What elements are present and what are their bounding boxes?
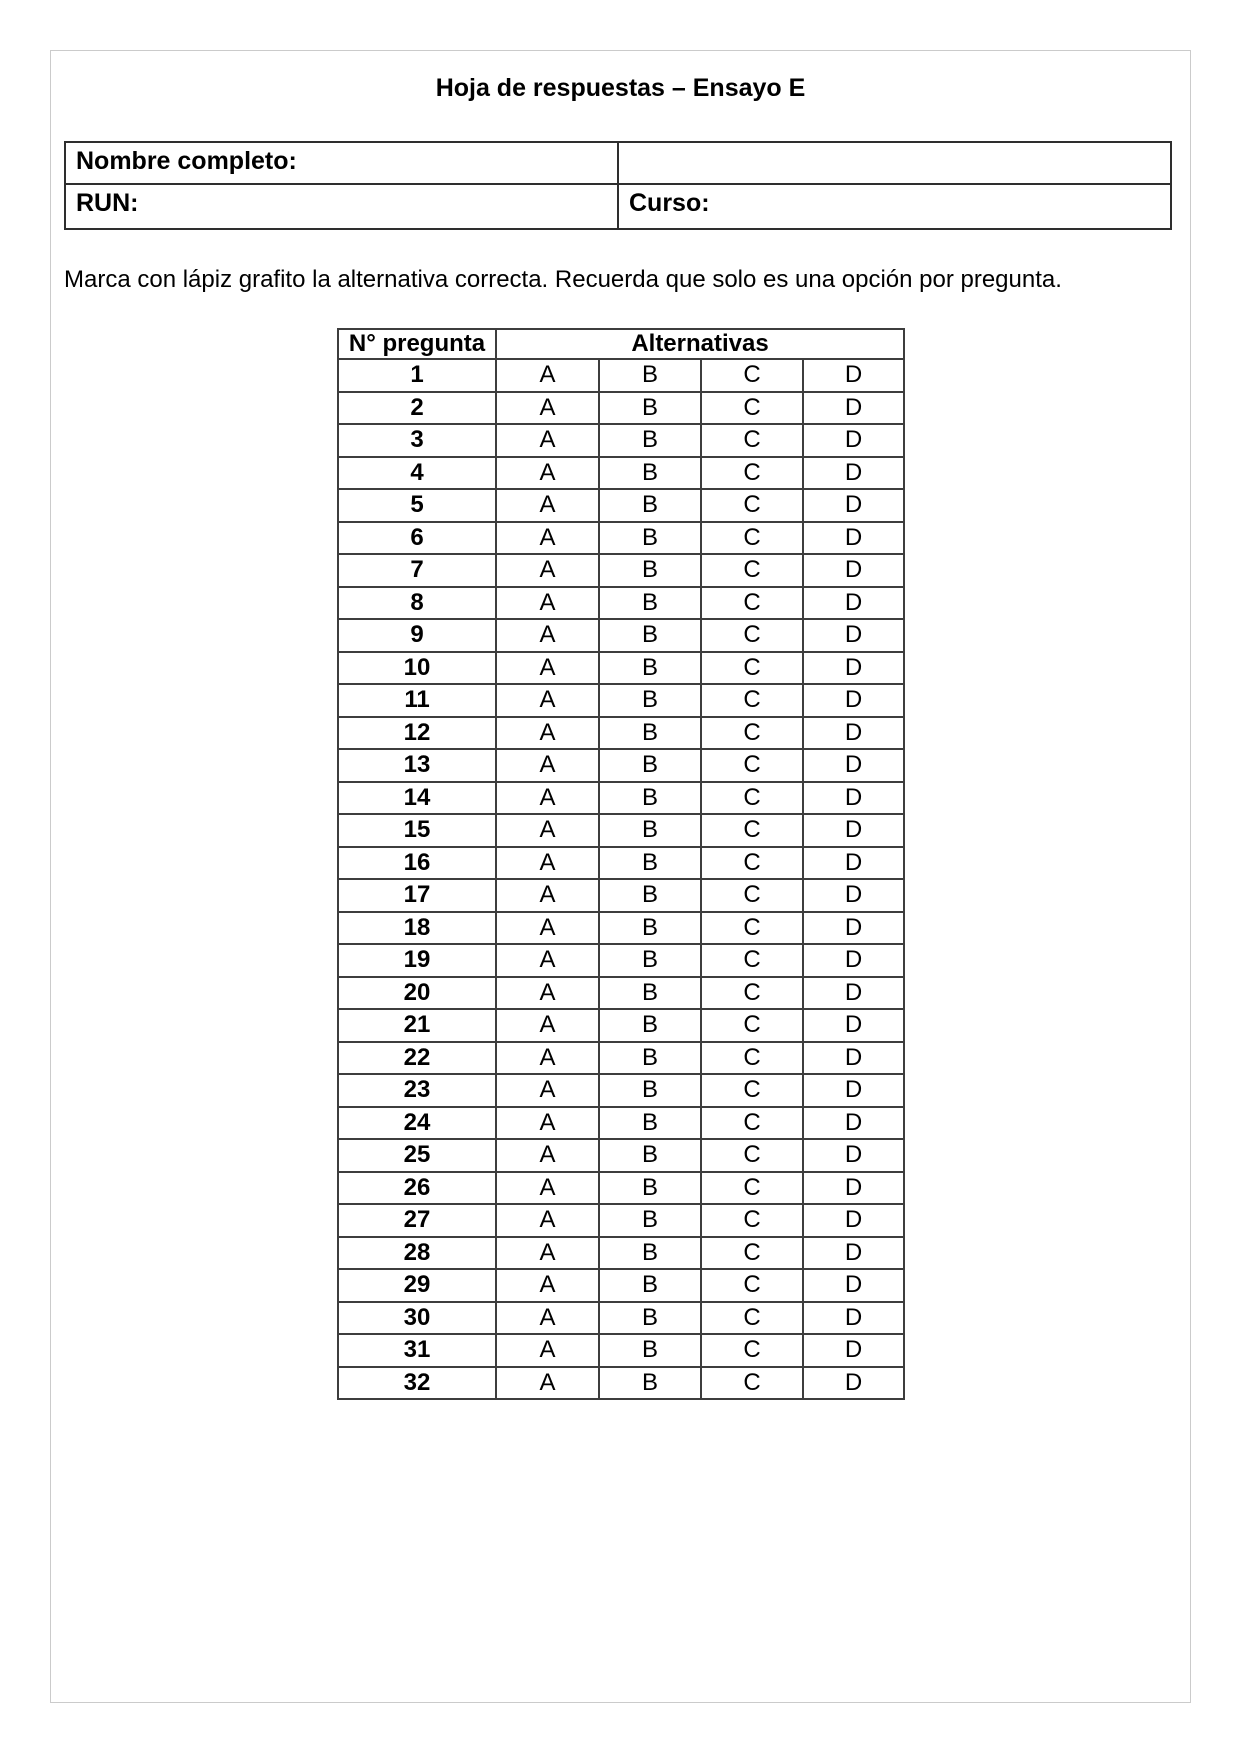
answer-row — [338, 814, 904, 847]
option-cell-a[interactable]: A — [496, 1074, 599, 1107]
option-cell-b[interactable]: B — [599, 1302, 701, 1335]
question-number-cell: 3 — [338, 424, 496, 457]
answer-row — [338, 652, 904, 685]
option-cell-a[interactable]: A — [496, 1009, 599, 1042]
option-cell-c[interactable]: C — [701, 424, 803, 457]
question-number-cell: 24 — [338, 1107, 496, 1140]
option-cell-b[interactable]: B — [599, 1107, 701, 1140]
question-number-cell: 25 — [338, 1139, 496, 1172]
option-cell-a[interactable]: A — [496, 977, 599, 1010]
option-cell-b[interactable]: B — [599, 1269, 701, 1302]
question-number-cell: 18 — [338, 912, 496, 945]
answer-row — [338, 1009, 904, 1042]
option-cell-a[interactable]: A — [496, 1334, 599, 1367]
option-cell-a[interactable]: A — [496, 392, 599, 425]
option-cell-d[interactable]: D — [803, 814, 904, 847]
option-cell-b[interactable]: B — [599, 717, 701, 750]
question-number-cell: 4 — [338, 457, 496, 490]
option-cell-b[interactable]: B — [599, 684, 701, 717]
option-cell-c[interactable]: C — [701, 847, 803, 880]
answer-row — [338, 912, 904, 945]
option-cell-a[interactable]: A — [496, 684, 599, 717]
question-number-cell: 17 — [338, 879, 496, 912]
option-cell-b[interactable]: B — [599, 587, 701, 620]
option-cell-d[interactable]: D — [803, 1074, 904, 1107]
option-cell-c[interactable]: C — [701, 684, 803, 717]
option-cell-b[interactable]: B — [599, 912, 701, 945]
answer-row — [338, 1204, 904, 1237]
option-cell-b[interactable]: B — [599, 782, 701, 815]
option-cell-d[interactable]: D — [803, 1009, 904, 1042]
option-cell-c[interactable]: C — [701, 652, 803, 685]
answer-row — [338, 1367, 904, 1400]
student-info-table — [64, 141, 1172, 230]
option-cell-b[interactable]: B — [599, 1237, 701, 1270]
option-cell-b[interactable]: B — [599, 977, 701, 1010]
alternatives-header: Alternativas — [496, 329, 904, 359]
option-cell-a[interactable]: A — [496, 424, 599, 457]
option-cell-d[interactable]: D — [803, 944, 904, 977]
answer-row — [338, 619, 904, 652]
answer-row — [338, 522, 904, 555]
answer-row — [338, 977, 904, 1010]
question-column-header: N° pregunta — [338, 329, 496, 359]
option-cell-d[interactable]: D — [803, 912, 904, 945]
option-cell-c[interactable]: C — [701, 782, 803, 815]
option-cell-a[interactable]: A — [496, 912, 599, 945]
question-number-cell: 30 — [338, 1302, 496, 1335]
option-cell-a[interactable]: A — [496, 522, 599, 555]
option-cell-d[interactable]: D — [803, 1172, 904, 1205]
question-number-cell: 1 — [338, 359, 496, 392]
run-cell[interactable] — [65, 184, 618, 229]
question-number-cell: 15 — [338, 814, 496, 847]
question-number-cell: 5 — [338, 489, 496, 522]
option-cell-c[interactable]: C — [701, 1269, 803, 1302]
option-cell-d[interactable]: D — [803, 652, 904, 685]
option-cell-d[interactable]: D — [803, 554, 904, 587]
option-cell-c[interactable]: C — [701, 587, 803, 620]
option-cell-d[interactable]: D — [803, 619, 904, 652]
run-label: RUN: — [76, 189, 139, 217]
question-number-cell: 10 — [338, 652, 496, 685]
answer-row — [338, 1237, 904, 1270]
option-cell-a[interactable]: A — [496, 587, 599, 620]
answer-row — [338, 424, 904, 457]
question-number-cell: 32 — [338, 1367, 496, 1400]
info-row-name — [65, 142, 1171, 184]
question-number-cell: 23 — [338, 1074, 496, 1107]
answer-row — [338, 457, 904, 490]
option-cell-b[interactable]: B — [599, 424, 701, 457]
curso-label: Curso: — [629, 189, 710, 217]
option-cell-c[interactable]: C — [701, 619, 803, 652]
option-cell-a[interactable]: A — [496, 1172, 599, 1205]
option-cell-c[interactable]: C — [701, 1334, 803, 1367]
option-cell-d[interactable]: D — [803, 749, 904, 782]
option-cell-c[interactable]: C — [701, 554, 803, 587]
option-cell-a[interactable]: A — [496, 1107, 599, 1140]
answer-row — [338, 1302, 904, 1335]
option-cell-d[interactable]: D — [803, 717, 904, 750]
option-cell-b[interactable]: B — [599, 522, 701, 555]
option-cell-d[interactable]: D — [803, 1042, 904, 1075]
question-number-cell: 29 — [338, 1269, 496, 1302]
option-cell-a[interactable]: A — [496, 489, 599, 522]
answer-row — [338, 782, 904, 815]
question-number-cell: 20 — [338, 977, 496, 1010]
option-cell-a[interactable]: A — [496, 782, 599, 815]
option-cell-c[interactable]: C — [701, 1172, 803, 1205]
name-label: Nombre completo: — [76, 147, 297, 175]
option-cell-a[interactable]: A — [496, 619, 599, 652]
option-cell-b[interactable]: B — [599, 879, 701, 912]
option-cell-a[interactable]: A — [496, 359, 599, 392]
answer-row — [338, 1074, 904, 1107]
option-cell-c[interactable]: C — [701, 1107, 803, 1140]
option-cell-c[interactable]: C — [701, 457, 803, 490]
option-cell-a[interactable]: A — [496, 944, 599, 977]
question-number-cell: 7 — [338, 554, 496, 587]
option-cell-d[interactable]: D — [803, 522, 904, 555]
answer-row — [338, 749, 904, 782]
option-cell-c[interactable]: C — [701, 814, 803, 847]
instruction-text: Marca con lápiz grafito la alternativa correcta. Recuerda que solo es una opción por pregunta. — [64, 266, 1062, 293]
answer-row — [338, 684, 904, 717]
question-number-cell: 21 — [338, 1009, 496, 1042]
question-number-cell: 26 — [338, 1172, 496, 1205]
option-cell-d[interactable]: D — [803, 879, 904, 912]
option-cell-b[interactable]: B — [599, 489, 701, 522]
question-number-cell: 8 — [338, 587, 496, 620]
option-cell-c[interactable]: C — [701, 1139, 803, 1172]
option-cell-d[interactable]: D — [803, 489, 904, 522]
answer-row — [338, 1269, 904, 1302]
option-cell-c[interactable]: C — [701, 489, 803, 522]
option-cell-b[interactable]: B — [599, 814, 701, 847]
option-cell-d[interactable]: D — [803, 587, 904, 620]
option-cell-d[interactable]: D — [803, 1269, 904, 1302]
option-cell-a[interactable]: A — [496, 1302, 599, 1335]
question-number-cell: 31 — [338, 1334, 496, 1367]
option-cell-a[interactable]: A — [496, 1139, 599, 1172]
option-cell-c[interactable]: C — [701, 749, 803, 782]
answer-row — [338, 554, 904, 587]
question-number-cell: 14 — [338, 782, 496, 815]
option-cell-b[interactable]: B — [599, 554, 701, 587]
option-cell-b[interactable]: B — [599, 457, 701, 490]
option-cell-d[interactable]: D — [803, 782, 904, 815]
answer-row — [338, 1107, 904, 1140]
option-cell-a[interactable]: A — [496, 814, 599, 847]
question-number-cell: 16 — [338, 847, 496, 880]
option-cell-d[interactable]: D — [803, 847, 904, 880]
option-cell-b[interactable]: B — [599, 619, 701, 652]
option-cell-c[interactable]: C — [701, 1237, 803, 1270]
option-cell-a[interactable]: A — [496, 749, 599, 782]
question-number-cell: 12 — [338, 717, 496, 750]
option-cell-b[interactable]: B — [599, 392, 701, 425]
option-cell-a[interactable]: A — [496, 847, 599, 880]
option-cell-c[interactable]: C — [701, 1074, 803, 1107]
option-cell-b[interactable]: B — [599, 944, 701, 977]
option-cell-d[interactable]: D — [803, 1302, 904, 1335]
option-cell-a[interactable]: A — [496, 1042, 599, 1075]
option-cell-d[interactable]: D — [803, 1237, 904, 1270]
answer-row — [338, 1172, 904, 1205]
option-cell-a[interactable]: A — [496, 1204, 599, 1237]
option-cell-b[interactable]: B — [599, 1172, 701, 1205]
info-row-run-curso — [65, 184, 1171, 229]
option-cell-c[interactable]: C — [701, 359, 803, 392]
option-cell-d[interactable]: D — [803, 1139, 904, 1172]
option-cell-b[interactable]: B — [599, 749, 701, 782]
page-title: Hoja de respuestas – Ensayo E — [435, 74, 806, 102]
option-cell-b[interactable]: B — [599, 1139, 701, 1172]
option-cell-c[interactable]: C — [701, 1367, 803, 1400]
question-number-cell: 28 — [338, 1237, 496, 1270]
option-cell-c[interactable]: C — [701, 1204, 803, 1237]
name-value-cell[interactable] — [618, 142, 1171, 184]
question-number-cell: 11 — [338, 684, 496, 717]
option-cell-c[interactable]: C — [701, 1042, 803, 1075]
answer-row — [338, 392, 904, 425]
option-cell-d[interactable]: D — [803, 1367, 904, 1400]
question-number-cell: 2 — [338, 392, 496, 425]
question-number-cell: 27 — [338, 1204, 496, 1237]
question-number-cell: 6 — [338, 522, 496, 555]
option-cell-c[interactable]: C — [701, 912, 803, 945]
option-cell-d[interactable]: D — [803, 1107, 904, 1140]
option-cell-c[interactable]: C — [701, 717, 803, 750]
answer-row — [338, 1139, 904, 1172]
option-cell-d[interactable]: D — [803, 1204, 904, 1237]
option-cell-a[interactable]: A — [496, 1367, 599, 1400]
option-cell-c[interactable]: C — [701, 977, 803, 1010]
answer-row — [338, 489, 904, 522]
option-cell-b[interactable]: B — [599, 1367, 701, 1400]
option-cell-d[interactable]: D — [803, 684, 904, 717]
curso-cell[interactable] — [618, 184, 1171, 229]
question-number-cell: 19 — [338, 944, 496, 977]
answer-table — [337, 328, 905, 1400]
name-label-cell — [65, 142, 618, 184]
option-cell-c[interactable]: C — [701, 1009, 803, 1042]
option-cell-a[interactable]: A — [496, 879, 599, 912]
option-cell-d[interactable]: D — [803, 424, 904, 457]
option-cell-b[interactable]: B — [599, 1334, 701, 1367]
option-cell-b[interactable]: B — [599, 847, 701, 880]
answer-row — [338, 944, 904, 977]
answer-row — [338, 359, 904, 392]
option-cell-b[interactable]: B — [599, 359, 701, 392]
question-number-cell: 22 — [338, 1042, 496, 1075]
option-cell-a[interactable]: A — [496, 1269, 599, 1302]
option-cell-a[interactable]: A — [496, 1237, 599, 1270]
option-cell-b[interactable]: B — [599, 652, 701, 685]
answer-table-header-row — [338, 329, 904, 359]
option-cell-b[interactable]: B — [599, 1074, 701, 1107]
option-cell-b[interactable]: B — [599, 1009, 701, 1042]
option-cell-a[interactable]: A — [496, 457, 599, 490]
option-cell-d[interactable]: D — [803, 359, 904, 392]
option-cell-a[interactable]: A — [496, 717, 599, 750]
option-cell-a[interactable]: A — [496, 554, 599, 587]
answer-row — [338, 1334, 904, 1367]
option-cell-c[interactable]: C — [701, 392, 803, 425]
answer-row — [338, 847, 904, 880]
answer-row — [338, 587, 904, 620]
option-cell-b[interactable]: B — [599, 1042, 701, 1075]
option-cell-d[interactable]: D — [803, 977, 904, 1010]
option-cell-c[interactable]: C — [701, 1302, 803, 1335]
option-cell-d[interactable]: D — [803, 392, 904, 425]
option-cell-c[interactable]: C — [701, 522, 803, 555]
option-cell-a[interactable]: A — [496, 652, 599, 685]
option-cell-d[interactable]: D — [803, 1334, 904, 1367]
option-cell-d[interactable]: D — [803, 457, 904, 490]
option-cell-c[interactable]: C — [701, 944, 803, 977]
option-cell-b[interactable]: B — [599, 1204, 701, 1237]
answer-row — [338, 717, 904, 750]
question-number-cell: 13 — [338, 749, 496, 782]
answer-row — [338, 1042, 904, 1075]
answer-row — [338, 879, 904, 912]
question-number-cell: 9 — [338, 619, 496, 652]
option-cell-c[interactable]: C — [701, 879, 803, 912]
